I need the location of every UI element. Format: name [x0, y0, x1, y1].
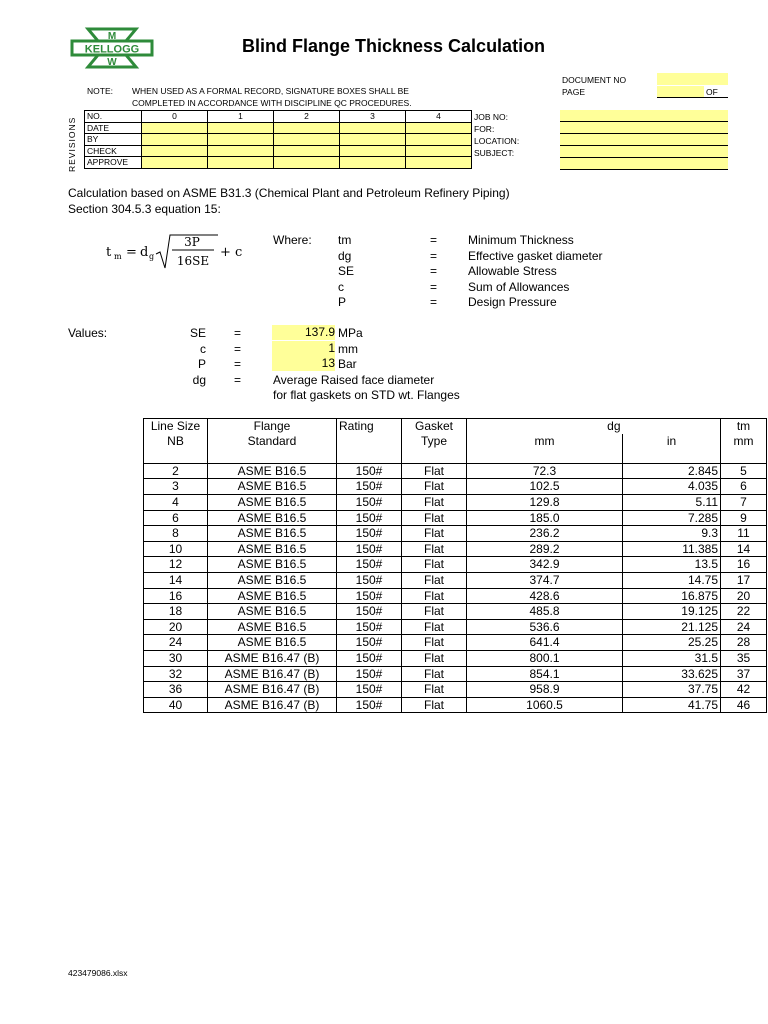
cell-tm-mm: 17: [721, 572, 767, 588]
th-rating-2: [337, 434, 402, 449]
cell-dg-in: 2.845: [623, 463, 721, 479]
cell-flange-standard: ASME B16.5: [208, 494, 337, 510]
cell-flange-standard: ASME B16.47 (B): [208, 682, 337, 698]
cell-tm-mm: 22: [721, 604, 767, 620]
cell-line-size: 32: [144, 666, 208, 682]
cell-dg-in: 21.125: [623, 619, 721, 635]
cell-flange-standard: ASME B16.5: [208, 619, 337, 635]
cell-rating: 150#: [337, 588, 402, 604]
cell-rating: 150#: [337, 479, 402, 495]
th-gasket: Gasket: [402, 419, 467, 434]
for-label: FOR:: [474, 124, 495, 134]
cell-tm-mm: 7: [721, 494, 767, 510]
rev-col-3: 3: [340, 111, 406, 123]
cell-line-size: 16: [144, 588, 208, 604]
job-no-field[interactable]: [560, 110, 728, 122]
cell-rating: 150#: [337, 682, 402, 698]
subject-field[interactable]: [560, 146, 728, 158]
footer-filename: 423479086.xlsx: [68, 968, 128, 978]
rev-cell[interactable]: [340, 122, 406, 134]
cell-tm-mm: 28: [721, 635, 767, 651]
revisions-row-approve: [85, 157, 472, 169]
where-description: Design Pressure: [468, 295, 557, 309]
logo-w: W: [107, 57, 117, 68]
th-flange: Flange: [208, 419, 337, 434]
cell-rating: 150#: [337, 510, 402, 526]
value-symbol: P: [197, 357, 206, 371]
cell-line-size: 24: [144, 635, 208, 651]
formula-d-sub: g: [149, 252, 155, 261]
th-tm-mm: mm: [721, 434, 767, 449]
where-label: Where:: [273, 233, 312, 247]
rev-col-4: 4: [406, 111, 472, 123]
table-row: [144, 463, 767, 479]
cell-flange-standard: ASME B16.5: [208, 604, 337, 620]
cell-dg-mm: 102.5: [467, 479, 623, 495]
rev-col-0: 0: [142, 111, 208, 123]
cell-dg-mm: 374.7: [467, 572, 623, 588]
th-in: in: [623, 434, 721, 449]
cell-gasket-type: Flat: [402, 588, 467, 604]
cell-rating: 150#: [337, 572, 402, 588]
cell-dg-mm: 641.4: [467, 635, 623, 651]
table-row: [144, 650, 767, 666]
th-type: Type: [402, 434, 467, 449]
formula-d: d: [140, 245, 149, 260]
cell-gasket-type: Flat: [402, 666, 467, 682]
cell-dg-in: 14.75: [623, 572, 721, 588]
cell-gasket-type: Flat: [402, 604, 467, 620]
cell-line-size: 10: [144, 541, 208, 557]
rev-row-label: DATE: [85, 122, 142, 134]
cell-line-size: 6: [144, 510, 208, 526]
cell-gasket-type: Flat: [402, 557, 467, 573]
where-equals: =: [430, 279, 438, 294]
formula-t-sub: m: [114, 252, 122, 261]
table-row: [144, 604, 767, 620]
revisions-no-label: NO.: [85, 111, 142, 123]
cell-dg-mm: 854.1: [467, 666, 623, 682]
rev-cell[interactable]: [340, 134, 406, 146]
subject-field-2[interactable]: [560, 158, 728, 170]
cell-rating: 150#: [337, 557, 402, 573]
cell-tm-mm: 5: [721, 463, 767, 479]
cell-dg-mm: 129.8: [467, 494, 623, 510]
table-row: [144, 619, 767, 635]
cell-line-size: 18: [144, 604, 208, 620]
note-line1: WHEN USED AS A FORMAL RECORD, SIGNATURE BOXES SHALL BE: [132, 86, 409, 96]
table-row: [144, 697, 767, 713]
table-row: [144, 588, 767, 604]
cell-dg-in: 19.125: [623, 604, 721, 620]
cell-gasket-type: Flat: [402, 463, 467, 479]
cell-dg-in: 13.5: [623, 557, 721, 573]
where-equals: =: [430, 264, 438, 278]
value-unit: MPa: [338, 326, 363, 340]
cell-line-size: 20: [144, 619, 208, 635]
subject-label: SUBJECT:: [474, 148, 515, 158]
cell-dg-in: 4.035: [623, 479, 721, 495]
cell-dg-mm: 800.1: [467, 650, 623, 666]
cell-dg-in: 25.25: [623, 635, 721, 651]
cell-rating: 150#: [337, 494, 402, 510]
formula-plus-c: + c: [220, 245, 243, 260]
cell-dg-mm: 342.9: [467, 557, 623, 573]
formula-t: t: [106, 245, 112, 260]
revisions-row-by: [85, 134, 472, 146]
cell-flange-standard: ASME B16.47 (B): [208, 666, 337, 682]
table-row: [144, 666, 767, 682]
cell-gasket-type: Flat: [402, 572, 467, 588]
cell-flange-standard: ASME B16.5: [208, 463, 337, 479]
cell-flange-standard: ASME B16.5: [208, 541, 337, 557]
formula-den: 16SE: [176, 254, 210, 268]
flange-table: [143, 418, 767, 713]
rev-cell[interactable]: [208, 122, 274, 134]
cell-line-size: 36: [144, 682, 208, 698]
table-row: [144, 541, 767, 557]
cell-line-size: 14: [144, 572, 208, 588]
cell-flange-standard: ASME B16.5: [208, 479, 337, 495]
cell-flange-standard: ASME B16.5: [208, 557, 337, 573]
cell-dg-in: 5.11: [623, 494, 721, 510]
cell-dg-mm: 1060.5: [467, 697, 623, 713]
rev-cell[interactable]: [208, 157, 274, 169]
rev-cell[interactable]: [142, 157, 208, 169]
cell-line-size: 12: [144, 557, 208, 573]
table-header-row-2: [144, 434, 767, 449]
cell-rating: 150#: [337, 541, 402, 557]
value-eq-dg: =: [234, 373, 242, 387]
value-unit: Bar: [338, 357, 357, 371]
table-row: [144, 682, 767, 698]
value-unit: mm: [338, 341, 358, 356]
th-nb: NB: [144, 434, 208, 449]
revisions-table: [84, 110, 472, 169]
cell-tm-mm: 24: [721, 619, 767, 635]
rev-cell[interactable]: [406, 157, 472, 169]
th-rating: Rating: [337, 419, 402, 434]
cell-gasket-type: Flat: [402, 541, 467, 557]
document-no-field[interactable]: [657, 73, 728, 85]
cell-dg-mm: 958.9: [467, 682, 623, 698]
where-symbol: tm: [338, 233, 352, 247]
cell-dg-mm: 536.6: [467, 619, 623, 635]
cell-flange-standard: ASME B16.47 (B): [208, 650, 337, 666]
cell-flange-standard: ASME B16.5: [208, 572, 337, 588]
table-row: [144, 479, 767, 495]
of-field-line[interactable]: [704, 97, 728, 98]
where-symbol: P: [338, 295, 347, 309]
cell-dg-mm: 72.3: [467, 463, 623, 479]
cell-line-size: 40: [144, 697, 208, 713]
logo-text: KELLOGG: [84, 43, 140, 56]
values-label: Values:: [68, 326, 108, 340]
cell-flange-standard: ASME B16.5: [208, 510, 337, 526]
cell-dg-mm: 289.2: [467, 541, 623, 557]
cell-rating: 150#: [337, 526, 402, 542]
cell-dg-in: 37.75: [623, 682, 721, 698]
table-row: [144, 635, 767, 651]
table-spacer-row: [144, 448, 767, 463]
value-equals: =: [234, 357, 242, 371]
cell-rating: 150#: [337, 635, 402, 651]
note-label: NOTE:: [87, 86, 113, 96]
cell-rating: 150#: [337, 604, 402, 620]
location-field[interactable]: [560, 134, 728, 146]
th-mm: mm: [467, 434, 623, 449]
where-description: Allowable Stress: [468, 264, 557, 278]
cell-dg-in: 31.5: [623, 650, 721, 666]
cell-flange-standard: ASME B16.5: [208, 526, 337, 542]
cell-dg-in: 9.3: [623, 526, 721, 542]
where-symbol: dg: [338, 248, 352, 263]
job-no-label: JOB NO:: [474, 112, 509, 122]
page-title: Blind Flange Thickness Calculation: [242, 36, 546, 56]
cell-dg-in: 33.625: [623, 666, 721, 682]
cell-dg-mm: 185.0: [467, 510, 623, 526]
logo-m: M: [107, 31, 117, 42]
rev-cell[interactable]: [208, 134, 274, 146]
cell-rating: 150#: [337, 650, 402, 666]
dg-desc-line1: Average Raised face diameter: [273, 373, 435, 387]
table-row: [144, 526, 767, 542]
rev-row-label: CHECK: [85, 145, 142, 157]
where-equals: =: [430, 233, 438, 247]
rev-col-1: 1: [208, 111, 274, 123]
basis-line1: Calculation based on ASME B31.3 (Chemical Plant and Petroleum Refinery Piping): [68, 186, 510, 200]
rev-cell[interactable]: [142, 145, 208, 157]
rev-cell[interactable]: [274, 145, 340, 157]
svg-text:=: =: [126, 245, 137, 260]
cell-tm-mm: 11: [721, 526, 767, 542]
cell-tm-mm: 37: [721, 666, 767, 682]
cell-line-size: 8: [144, 526, 208, 542]
rev-row-label: BY: [85, 134, 142, 146]
rev-cell[interactable]: [208, 145, 274, 157]
dg-desc-line2: for flat gaskets on STD wt. Flanges: [273, 388, 460, 402]
cell-dg-mm: 236.2: [467, 526, 623, 542]
where-description: Sum of Allowances: [468, 279, 570, 294]
cell-line-size: 30: [144, 650, 208, 666]
cell-gasket-type: Flat: [402, 526, 467, 542]
cell-tm-mm: 14: [721, 541, 767, 557]
revisions-row-date: [85, 122, 472, 134]
value-sym-dg: dg: [192, 373, 206, 387]
rev-cell[interactable]: [274, 157, 340, 169]
rev-col-2: 2: [274, 111, 340, 123]
cell-rating: 150#: [337, 666, 402, 682]
cell-rating: 150#: [337, 697, 402, 713]
cell-gasket-type: Flat: [402, 650, 467, 666]
of-label: OF: [706, 87, 718, 97]
cell-line-size: 4: [144, 494, 208, 510]
value-symbol: SE: [189, 326, 206, 340]
th-line-size: Line Size: [144, 419, 208, 434]
note-line2: COMPLETED IN ACCORDANCE WITH DISCIPLINE QC PROCEDURES.: [132, 98, 412, 108]
rev-cell[interactable]: [274, 122, 340, 134]
cell-gasket-type: Flat: [402, 619, 467, 635]
cell-flange-standard: ASME B16.5: [208, 588, 337, 604]
cell-tm-mm: 20: [721, 588, 767, 604]
where-description: Effective gasket diameter: [468, 248, 603, 263]
table-row: [144, 572, 767, 588]
value-equals: =: [234, 341, 242, 356]
cell-dg-in: 41.75: [623, 697, 721, 713]
table-row: [144, 510, 767, 526]
rev-cell[interactable]: [142, 134, 208, 146]
table-row: [144, 557, 767, 573]
table-header-row-1: [144, 419, 767, 434]
rev-cell[interactable]: [406, 145, 472, 157]
value-equals: =: [234, 326, 242, 340]
value-input[interactable]: 137.9: [272, 325, 335, 340]
cell-flange-standard: ASME B16.5: [208, 635, 337, 651]
revisions-row-check: [85, 145, 472, 157]
th-tm: tm: [721, 419, 767, 434]
value-input[interactable]: 13: [272, 356, 335, 371]
cell-tm-mm: 9: [721, 510, 767, 526]
rev-cell[interactable]: [142, 122, 208, 134]
cell-gasket-type: Flat: [402, 494, 467, 510]
rev-cell[interactable]: [340, 157, 406, 169]
th-dg-blank: [623, 419, 721, 434]
basis-line2: Section 304.5.3 equation 15:: [68, 202, 221, 216]
table-row: [144, 494, 767, 510]
cell-rating: 150#: [337, 619, 402, 635]
where-symbol: SE: [338, 264, 355, 278]
rev-cell[interactable]: [406, 122, 472, 134]
cell-line-size: 2: [144, 463, 208, 479]
cell-dg-in: 16.875: [623, 588, 721, 604]
cell-tm-mm: 16: [721, 557, 767, 573]
rev-row-label: APPROVE: [85, 157, 142, 169]
kellogg-logo: [70, 27, 154, 69]
cell-gasket-type: Flat: [402, 697, 467, 713]
cell-line-size: 3: [144, 479, 208, 495]
thickness-formula: [106, 232, 266, 270]
cell-dg-mm: 428.6: [467, 588, 623, 604]
cell-tm-mm: 6: [721, 479, 767, 495]
formula-num: 3P: [184, 235, 200, 249]
page-field[interactable]: [657, 86, 704, 98]
cell-tm-mm: 42: [721, 682, 767, 698]
rev-cell[interactable]: [406, 134, 472, 146]
cell-gasket-type: Flat: [402, 510, 467, 526]
cell-gasket-type: Flat: [402, 479, 467, 495]
cell-rating: 150#: [337, 463, 402, 479]
where-symbol: c: [338, 279, 344, 294]
cell-gasket-type: Flat: [402, 635, 467, 651]
location-label: LOCATION:: [474, 136, 520, 146]
where-equals: =: [430, 248, 438, 263]
th-standard: Standard: [208, 434, 337, 449]
revisions-header-row: [85, 111, 472, 123]
cell-tm-mm: 35: [721, 650, 767, 666]
cell-dg-in: 11.385: [623, 541, 721, 557]
for-field[interactable]: [560, 122, 728, 134]
page-label: PAGE: [562, 87, 585, 97]
cell-tm-mm: 46: [721, 697, 767, 713]
cell-dg-mm: 485.8: [467, 604, 623, 620]
value-symbol: c: [200, 341, 206, 356]
where-description: Minimum Thickness: [468, 233, 574, 247]
revisions-vertical-label: REVISIONS: [67, 116, 77, 172]
document-no-label: DOCUMENT NO: [562, 75, 627, 85]
th-dg: dg: [467, 419, 623, 434]
cell-flange-standard: ASME B16.47 (B): [208, 697, 337, 713]
where-equals: =: [430, 295, 438, 309]
value-input[interactable]: 1: [272, 341, 335, 356]
cell-gasket-type: Flat: [402, 682, 467, 698]
rev-cell[interactable]: [274, 134, 340, 146]
cell-dg-in: 7.285: [623, 510, 721, 526]
rev-cell[interactable]: [340, 145, 406, 157]
